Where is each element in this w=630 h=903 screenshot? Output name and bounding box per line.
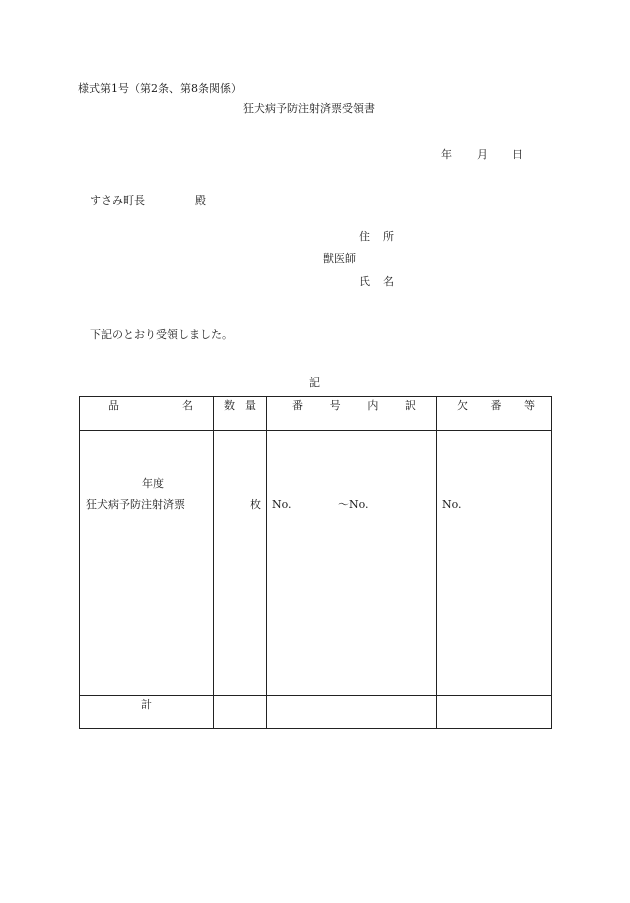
total-missing-cell xyxy=(437,696,552,729)
total-label: 計 xyxy=(141,698,152,711)
qty-unit: 枚 xyxy=(250,498,261,511)
number-from: No. xyxy=(272,498,292,511)
header-missing-1: 欠 xyxy=(457,399,468,412)
item-cell xyxy=(80,431,214,696)
total-qty-cell xyxy=(214,696,267,729)
ki-label: 記 xyxy=(309,376,320,389)
header-qty xyxy=(214,397,267,431)
number-to: ～No. xyxy=(338,498,369,511)
header-number-1: 番 xyxy=(292,399,303,412)
addressee-name: すさみ町長 xyxy=(90,194,145,207)
header-missing-2: 番 xyxy=(490,399,502,412)
total-number-cell xyxy=(267,696,437,729)
date-month: 月 xyxy=(477,148,488,161)
intro-text: 下記のとおり受領しました。 xyxy=(90,328,233,341)
address-label-2: 所 xyxy=(383,230,394,243)
date-year: 年 xyxy=(441,148,452,161)
number-cell xyxy=(267,431,437,696)
total-label-cell xyxy=(80,696,214,729)
address-label-1: 住 xyxy=(359,230,370,243)
item-year: 年度 xyxy=(142,477,164,490)
header-number-2: 号 xyxy=(329,399,341,412)
header-qty-1: 数 xyxy=(224,399,235,412)
receipt-table xyxy=(79,396,552,729)
qty-cell xyxy=(214,431,267,696)
header-number-4: 訳 xyxy=(404,399,416,412)
date-day: 日 xyxy=(512,148,523,161)
name-label-1: 氏 xyxy=(359,275,370,288)
header-missing xyxy=(437,397,552,431)
header-item xyxy=(80,397,214,431)
header-missing-3: 等 xyxy=(524,399,535,412)
header-number-3: 内 xyxy=(367,399,379,412)
document-title: 狂犬病予防注射済票受領書 xyxy=(243,102,375,115)
name-label-2: 名 xyxy=(383,275,394,288)
vet-label: 獣医師 xyxy=(323,252,356,265)
header-number xyxy=(267,397,437,431)
header-item-1: 品 xyxy=(108,399,119,412)
header-qty-2: 量 xyxy=(245,399,256,412)
missing-number: No. xyxy=(442,498,462,511)
header-item-2: 名 xyxy=(182,399,193,412)
form-number: 様式第1号（第2条、第8条関係） xyxy=(78,82,242,95)
missing-cell xyxy=(437,431,552,696)
addressee-honorific: 殿 xyxy=(195,194,206,207)
item-name: 狂犬病予防注射済票 xyxy=(86,498,185,511)
